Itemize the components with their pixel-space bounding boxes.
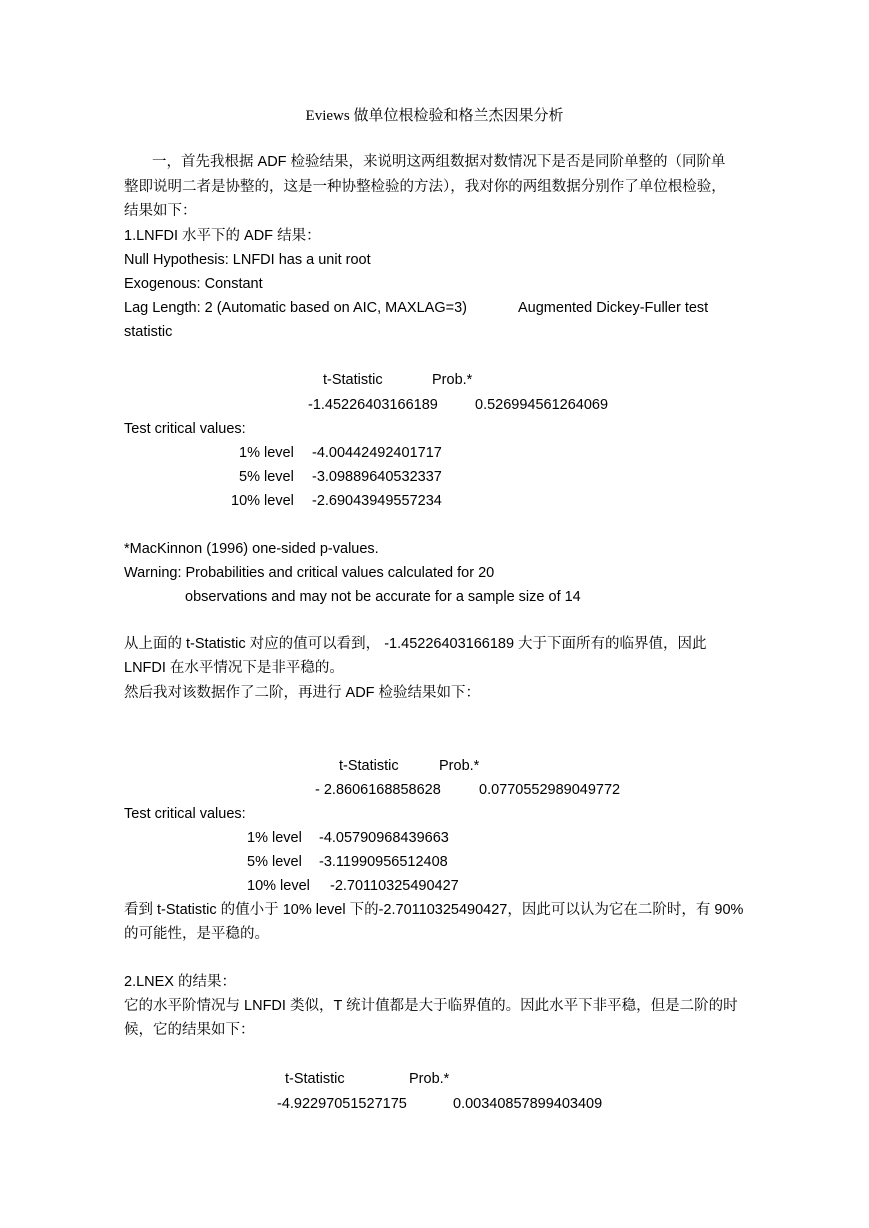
level-10-label-2: 10% level xyxy=(247,878,310,894)
level-1-value-2: -4.05790968439663 xyxy=(319,830,449,846)
level-5-label-2: 5% level xyxy=(247,854,302,870)
col-t-statistic-3: t-Statistic xyxy=(285,1071,345,1087)
conclusion-line-1: 看到 t-Statistic 的值小于 10% level 下的-2.70110325490427，因此可以认为它在二阶时，有 90% xyxy=(124,902,744,918)
prob-value: 0.526994561264069 xyxy=(475,397,609,413)
level-1-value: -4.00442492401717 xyxy=(312,445,442,461)
level-10-value-2: -2.70110325490427 xyxy=(330,878,459,894)
lag-length: Lag Length: 2 (Automatic based on AIC, MAXLAG=3) xyxy=(124,300,467,316)
level-5-label: 5% level xyxy=(239,469,294,485)
col-prob: Prob.* xyxy=(432,372,473,388)
conclusion-line-2: 的可能性，是平稳的。 xyxy=(124,926,269,942)
warning-line-2: observations and may not be accurate for a sample size of 14 xyxy=(185,589,581,605)
level-1-label-2: 1% level xyxy=(247,830,302,846)
analysis-line-1: 从上面的 t-Statistic 对应的值可以看到， -1.45226403166189 大于下面所有的临界值，因此 xyxy=(124,636,707,652)
section-2-line-1: 它的水平阶情况与 LNFDI 类似，T 统计值都是大于临界值的。因此水平下非平稳，但是二阶的时 xyxy=(124,998,738,1014)
section-1-heading: 1.LNFDI 水平下的 ADF 结果： xyxy=(124,228,321,244)
prob-value-3: 0.00340857899403409 xyxy=(453,1096,603,1112)
intro-line-3: 结果如下： xyxy=(124,203,197,219)
level-10-label: 10% level xyxy=(231,493,294,509)
t-statistic-value-3: -4.92297051527175 xyxy=(277,1096,407,1112)
document-title: Eviews 做单位根检验和格兰杰因果分析 xyxy=(305,108,564,124)
col-t-statistic-2: t-Statistic xyxy=(339,758,399,774)
level-5-value-2: -3.11990956512408 xyxy=(319,854,448,870)
warning-line-1: Warning: Probabilities and critical values calculated for 20 xyxy=(124,565,495,581)
mackinnon-note: *MacKinnon (1996) one-sided p-values. xyxy=(124,541,379,557)
level-1-label: 1% level xyxy=(239,445,294,461)
section-2-line-2: 候，它的结果如下： xyxy=(124,1022,255,1038)
level-5-value: -3.09889640532337 xyxy=(312,469,442,485)
col-prob-2: Prob.* xyxy=(439,758,480,774)
col-t-statistic: t-Statistic xyxy=(323,372,383,388)
intro-line-2: 整即说明二者是协整的，这是一种协整检验的方法），我对你的两组数据分别作了单位根检验， xyxy=(124,179,726,195)
critical-values-heading: Test critical values: xyxy=(124,421,246,437)
t-statistic-value: -1.45226403166189 xyxy=(308,397,438,413)
adf-test-label-cont: statistic xyxy=(124,324,173,340)
level-10-value: -2.69043949557234 xyxy=(312,493,442,509)
adf-test-label: Augmented Dickey-Fuller test xyxy=(518,300,709,316)
critical-values-heading-2: Test critical values: xyxy=(124,806,246,822)
t-statistic-value-2: - 2.8606168858628 xyxy=(315,782,441,798)
null-hypothesis: Null Hypothesis: LNFDI has a unit root xyxy=(124,252,371,268)
analysis-line-3: 然后我对该数据作了二阶，再进行 ADF 检验结果如下： xyxy=(124,685,481,701)
intro-line-1: 一，首先我根据 ADF 检验结果，来说明这两组数据对数情况下是否是同阶单整的（同阶单 xyxy=(152,154,726,170)
prob-value-2: 0.0770552989049772 xyxy=(479,782,621,798)
section-2-heading: 2.LNEX 的结果： xyxy=(124,974,236,990)
exogenous: Exogenous: Constant xyxy=(124,276,263,292)
analysis-line-2: LNFDI 在水平情况下是非平稳的。 xyxy=(124,660,344,676)
col-prob-3: Prob.* xyxy=(409,1071,450,1087)
